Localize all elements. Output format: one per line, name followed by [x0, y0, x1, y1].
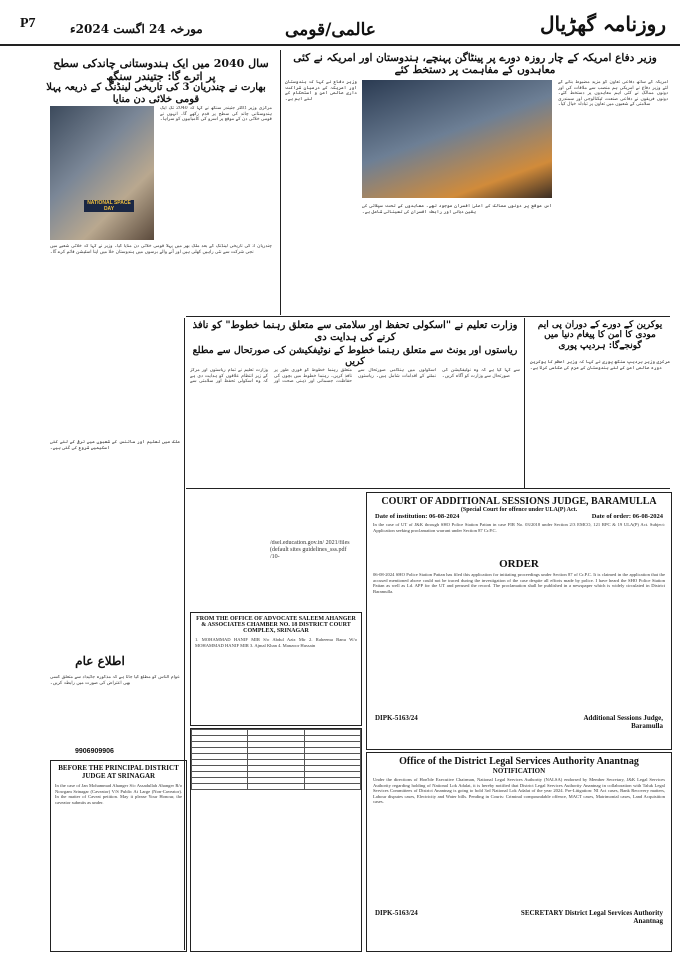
column-rule	[184, 318, 185, 950]
sessions-ref: DIPK-5163/24	[375, 714, 418, 722]
space-headline: سال 2040 میں ایک ہندوستانی چاندکی سطح پر اترے گا: جتیندر سنگھ	[53, 57, 269, 83]
issue-date: مورخہ 24 اگست 2024ء	[70, 22, 203, 36]
lead-headline: وزیر دفاع امریکہ کے چار روزہ دورے پر پینٹاگن پہنچے، ہندوستان اور امریکہ نے کئی معاہدوں کے مفاہمت پر دستخط کئے	[293, 52, 657, 77]
notice-body: عوام الناس کو مطلع کیا جاتا ہے کہ مذکورہ جائیداد سے متعلق کسی بھی اعتراض کی صورت میں رابطہ کریں۔	[50, 675, 180, 686]
notice-phone: 9906909906	[75, 748, 114, 755]
caveat-title: FROM THE OFFICE OF ADVOCATE SALEEM AHANGER & ASSOCIATES CHAMBER NO. 18 DISTRICT COURT COMPLEX, SRINAGAR	[196, 616, 356, 634]
dlsa-sign: SECRETARY District Legal Services Authority Anantnag	[520, 909, 663, 925]
section-title: عالمی/قومی	[285, 20, 376, 40]
lead-body-col1: امریکہ کے ساتھ دفاعی تعاون کو مزید مضبوط بنانے کے لئے وزیر دفاع نے امریکی ہم منصب سے ملاقات کی اور دونوں ممالک نے کئی اہم معاہدوں پر دستخط کئے۔ دونوں فریقوں نے دفاعی صنعت، ٹیکنالوجی اور سمندری سلامتی کے شعبوں میں تعاون پر تبادلہ خیال کیا۔	[558, 80, 668, 108]
lead-body-col2: وزیر دفاع نے کہا کہ ہندوستان اور امریکہ کے درمیان شراکت داری عالمی امن و استحکام کے لئے اہم ہے۔	[285, 80, 357, 102]
caveat-ad: FROM THE OFFICE OF ADVOCATE SALEEM AHANGER & ASSOCIATES CHAMBER NO. 18 DISTRICT COURT COMPLEX, SRINAGAR 1. MOHAMMAD HANIF MIR S/o Abdul Aziz Mir 2. Raheema Banu W/o MOHAMMAD HANIF MIR 3. Ajmal Khan 4. Manzoor Hussain	[190, 612, 362, 726]
education-subhead: ریاستوں اور یونٹ سے متعلق رہنما خطوط کے نوٹیفکیشن کی صورتحال سے مطلع کریں	[192, 345, 518, 367]
left-mid-body: ملک میں تعلیم اور سائنس کے شعبوں میں ترقی کے لئے کئی اسکیمیں شروع کی گئی ہیں۔	[50, 440, 180, 451]
sessions-title: COURT OF ADDITIONAL SESSIONS JUDGE, BARAMULLA	[381, 496, 657, 507]
sessions-sub: (Special Court for offence under ULA(P) Act.	[460, 507, 578, 513]
row-rule	[186, 316, 670, 317]
space-photo	[50, 106, 154, 240]
dlsa-ad: Office of the District Legal Services Authority Anantnag NOTIFICATION Under the directions of Hon'ble Executive Chairman, National Legal Services Authority (NALSA) endorsed by Member Secretary, J&K Legal Services Authority regarding holding of National Lok Adalat, it is hereby notified that District Legal Services Authority Anantnag in collaboration with Taluk Legal Services Committees of District Anantnag is going to hold 3rd National Lok Adalat of the year 2024. Pre-Litigation: NI Act cases, Bank Recovery matters, Labour disputes cases, Electricity and Water bills. Pending in Courts: Criminal compoundable offence, MACT cases, Matrimonial cases, Land Acquisition cases. DIPK-5163/24 SECRETARY District Legal Services Authority Anantnag	[366, 752, 672, 952]
newspaper-name: روزنامہ گھڑیال	[540, 12, 666, 36]
sessions-order-heading: ORDER	[499, 558, 539, 570]
column-rule	[524, 318, 525, 488]
row-rule	[186, 488, 670, 489]
lead-body-col3: اس موقع پر دونوں ممالک کے اعلیٰ افسران موجود تھے۔ معاہدوں کے تحت سپلائی کی یقین دہانی اور رابطہ افسران کی تعیناتی شامل ہے۔	[362, 204, 552, 215]
url-fragment: /dsel.education.gov.in/ 2021/files (default sites guidelines_sss.pdf /10-	[270, 540, 350, 560]
lead-photo	[362, 80, 552, 198]
modi-headline: یوکرین کے دورے کے دوران پی ایم مودی کا امن کا پیغام دنیا میں گونجےگا: ہردیپ پوری	[537, 320, 663, 351]
modi-body: مرکزی وزیر ہردیپ سنگھ پوری نے کہا کہ وزیر اعظم کا یوکرین دورہ عالمی امن کے لئے ہندوستان کے عزم کی عکاسی کرتا ہے۔	[530, 360, 670, 371]
education-headline: وزارت تعلیم نے "اسکولی تحفظ اور سلامتی سے متعلق رہنما خطوط" کو نافذ کرنے کی ہدایت دی	[192, 320, 518, 343]
principal-judge-ad: BEFORE THE PRINCIPAL DISTRICT JUDGE AT SRINAGAR In the case of Jan Mohammad Ahanger S/o Assadullah Ahanger R/o Nowgam Srinagar (Caveator) V/S Public At Large (Non-Caveator). In the matter of Caveat petition. May it please Your Honour, the caveator submits as under.	[50, 760, 187, 952]
tender-table	[191, 729, 361, 790]
sessions-institution: Date of institution: 06-08-2024	[375, 513, 460, 520]
principal-title: BEFORE THE PRINCIPAL DISTRICT JUDGE AT SRINAGAR	[58, 764, 179, 780]
education-body: وزارت تعلیم نے تمام ریاستوں اور مرکز کے زیر انتظام علاقوں کو ہدایت دی ہے کہ وہ اسکولی تحفظ اور سلامتی سے متعلق رہنما خطوط کو فوری طور پر نافذ کریں۔ رہنما خطوط میں بچوں کی حفاظت، جسمانی اور ذہنی صحت اور اسکولوں میں ہنگامی صورتحال سے نمٹنے کے اقدامات شامل ہیں۔ ریاستوں سے کہا گیا ہے کہ وہ نوٹیفکیشن کی صورتحال سے وزارت کو آگاہ کریں۔	[190, 368, 520, 385]
column-rule	[280, 50, 281, 315]
space-body-col1: مرکزی وزیر ڈاکٹر جتیندر سنگھ نے کہا کہ 2040 تک ایک ہندوستانی چاند کی سطح پر قدم رکھے گا۔ انہوں نے قومی خلائی دن کے موقع پر اسرو کی کامیابیوں کو سراہا۔	[160, 106, 272, 123]
sessions-court-ad: COURT OF ADDITIONAL SESSIONS JUDGE, BARAMULLA (Special Court for offence under ULA(P) Act. Date of institution: 06-08-2024 Date of order: 06-08-2024 In the case of UT of J&K through SHO Police Station Pattan in case FIR No. 03/2018 under Section 2/3 EMCO, 121 RPC & 19 ULA(P) Act. Subject: Application seeking proclamation warrant under Section 87 Cr.P.C. ORDER 06-08-2024 SHO Police Station Pattan has filed this application for initiating proceedings under Section 87 of Cr.P.C. It is claimed in the application that the accused mentioned above could not be traced during the investigation of the case despite all efforts made by police. I have heard the SHO Police Station Pattan as well as Ld. APP for the UT and perused the record. The proclamation shall be published in a newspaper which is widely circulated in District Baramulla. DIPK-5163/24 Additional Sessions Judge, Baramulla	[366, 492, 672, 750]
space-photo-sign: NATIONAL SPACE DAY	[84, 200, 134, 212]
sessions-order-date: Date of order: 06-08-2024	[591, 513, 663, 520]
dlsa-sub: NOTIFICATION	[492, 767, 546, 775]
space-body-col2: چندریان 3 کی تاریخی لینڈنگ کے بعد ملک بھر میں پہلا قومی خلائی دن منایا گیا۔ وزیر نے کہا کہ خلائی شعبے میں نجی شرکت سے نئی راہیں کھلی ہیں اور آنے والے برسوں میں ہندوستان خلا میں اپنا اسٹیشن قائم کرے گا۔	[50, 244, 272, 255]
tender-table-ad	[190, 728, 362, 952]
dlsa-title: Office of the District Legal Services Authority Anantnag	[399, 756, 639, 767]
dlsa-ref: DIPK-5163/24	[375, 909, 418, 917]
page-number: P7	[20, 16, 36, 31]
space-subhead: بھارت نے چندریان 3 کی تاریخی لینڈنگ کے ذریعہ پہلا قومی خلائی دن منایا	[46, 82, 266, 105]
sessions-sign: Additional Sessions Judge, Baramulla	[583, 714, 663, 730]
notice-headline: اطلاع عام	[75, 654, 125, 668]
